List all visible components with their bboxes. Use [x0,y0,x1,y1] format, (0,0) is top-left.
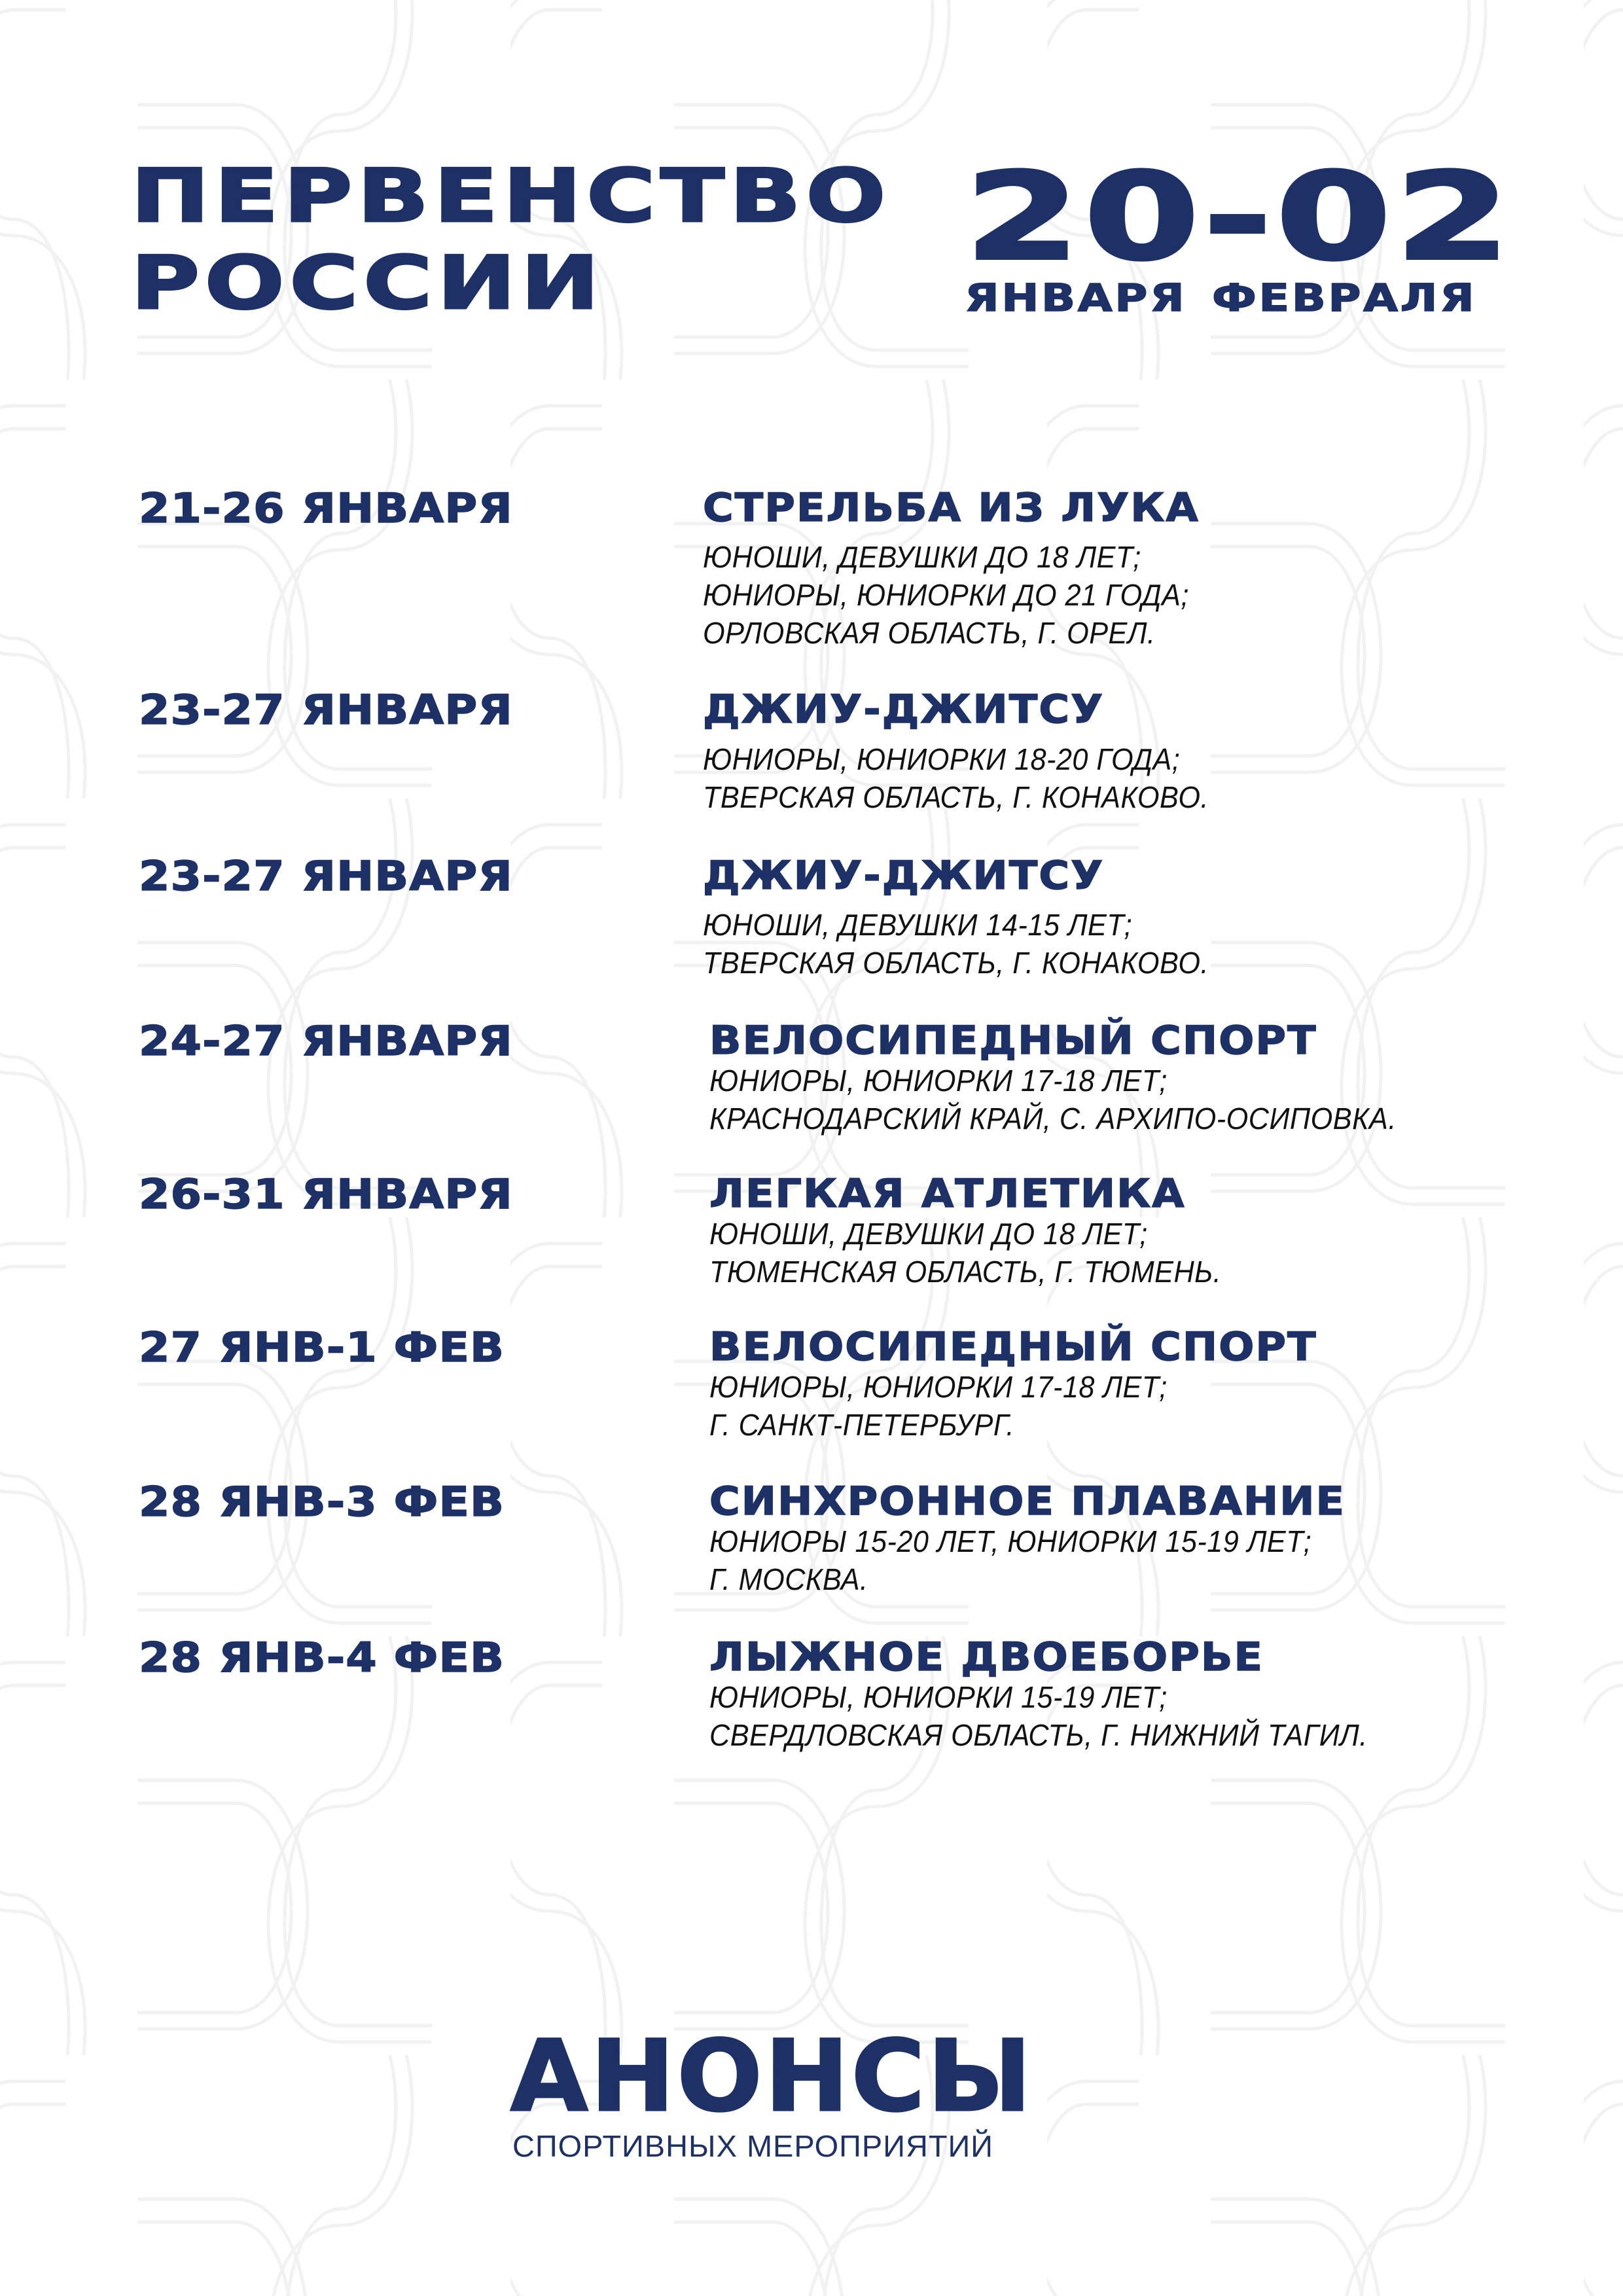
event-detail-line: СВЕРДЛОВСКАЯ ОБЛАСТЬ, Г. НИЖНИЙ ТАГИЛ. [709,1718,1368,1752]
start-month: ЯНВАРЯ [965,276,1187,320]
event-detail-line: ТВЕРСКАЯ ОБЛАСТЬ, Г. КОНАКОВО. [703,946,1209,980]
event-detail-line: ЮНИОРЫ, ЮНИОРКИ 17-18 ЛЕТ; [709,1064,1168,1098]
event-details [703,740,1209,816]
event-details [709,1062,1397,1138]
event-details [709,1522,1311,1598]
event-date: 27 ЯНВ-1 ФЕВ [139,1323,505,1371]
event-detail-line: ЮНИОРЫ 15-20 ЛЕТ, ЮНИОРКИ 15-19 ЛЕТ; [709,1524,1312,1558]
event-date: 24-27 ЯНВАРЯ [139,1017,513,1065]
event-sport: ДЖИУ-ДЖИТСУ [703,687,1105,732]
event-details [703,906,1209,982]
event-detail-line: ТВЕРСКАЯ ОБЛАСТЬ, Г. КОНАКОВО. [703,780,1209,814]
event-date: 23-27 ЯНВАРЯ [139,686,513,734]
end-month: ФЕВРАЛЯ [1212,276,1477,320]
event-date: 28 ЯНВ-3 ФЕВ [139,1478,505,1526]
event-details [703,538,1189,652]
event-date: 28 ЯНВ-4 ФЕВ [139,1634,505,1681]
event-details [709,1215,1221,1291]
event-details [709,1368,1168,1444]
event-detail-line: ЮНИОРЫ, ЮНИОРКИ 15-19 ЛЕТ; [709,1680,1168,1714]
event-sport: ЛЫЖНОЕ ДВОЕБОРЬЕ [709,1634,1264,1680]
page-title-line-1: ПЕРВЕНСТВО [131,154,891,239]
event-sport: СТРЕЛЬБА ИЗ ЛУКА [703,485,1200,531]
event-sport: ВЕЛОСИПЕДНЫЙ СПОРТ [709,1018,1317,1064]
event-detail-line: ОРЛОВСКАЯ ОБЛАСТЬ, Г. ОРЕЛ. [703,616,1156,650]
event-sport: ЛЕГКАЯ АТЛЕТИКА [709,1171,1186,1217]
event-detail-line: ЮНОШИ, ДЕВУШКИ 14-15 ЛЕТ; [703,908,1133,942]
event-detail-line: Г. МОСКВА. [709,1562,868,1596]
event-date: 23-27 ЯНВАРЯ [139,852,513,900]
date-range: 20-02 [965,147,1514,287]
event-detail-line: ЮНИОРЫ, ЮНИОРКИ ДО 21 ГОДА; [703,578,1189,612]
event-detail-line: КРАСНОДАРСКИЙ КРАЙ, С. АРХИПО-ОСИПОВКА. [709,1102,1397,1136]
event-date: 21-26 ЯНВАРЯ [139,484,513,532]
footer-subtitle: СПОРТИВНЫХ МЕРОПРИЯТИЙ [512,2129,994,2163]
event-detail-line: Г. САНКТ-ПЕТЕРБУРГ. [709,1408,1014,1442]
event-detail-line: ЮНИОРЫ, ЮНИОРКИ 17-18 ЛЕТ; [709,1370,1168,1404]
event-sport: СИНХРОННОЕ ПЛАВАНИЕ [709,1479,1346,1524]
page-title-line-2: РОССИИ [131,241,605,326]
footer-title: АНОНСЫ [510,2020,1034,2134]
event-detail-line: ЮНОШИ, ДЕВУШКИ ДО 18 ЛЕТ; [709,1217,1148,1251]
event-detail-line: ЮНИОРЫ, ЮНИОРКИ 18-20 ГОДА; [703,742,1181,776]
event-detail-line: ТЮМЕНСКАЯ ОБЛАСТЬ, Г. ТЮМЕНЬ. [709,1255,1222,1289]
event-sport: ДЖИУ-ДЖИТСУ [703,853,1105,899]
event-sport: ВЕЛОСИПЕДНЫЙ СПОРТ [709,1324,1317,1370]
event-date: 26-31 ЯНВАРЯ [139,1170,513,1218]
event-details [709,1678,1368,1754]
event-detail-line: ЮНОШИ, ДЕВУШКИ ДО 18 ЛЕТ; [703,540,1141,574]
